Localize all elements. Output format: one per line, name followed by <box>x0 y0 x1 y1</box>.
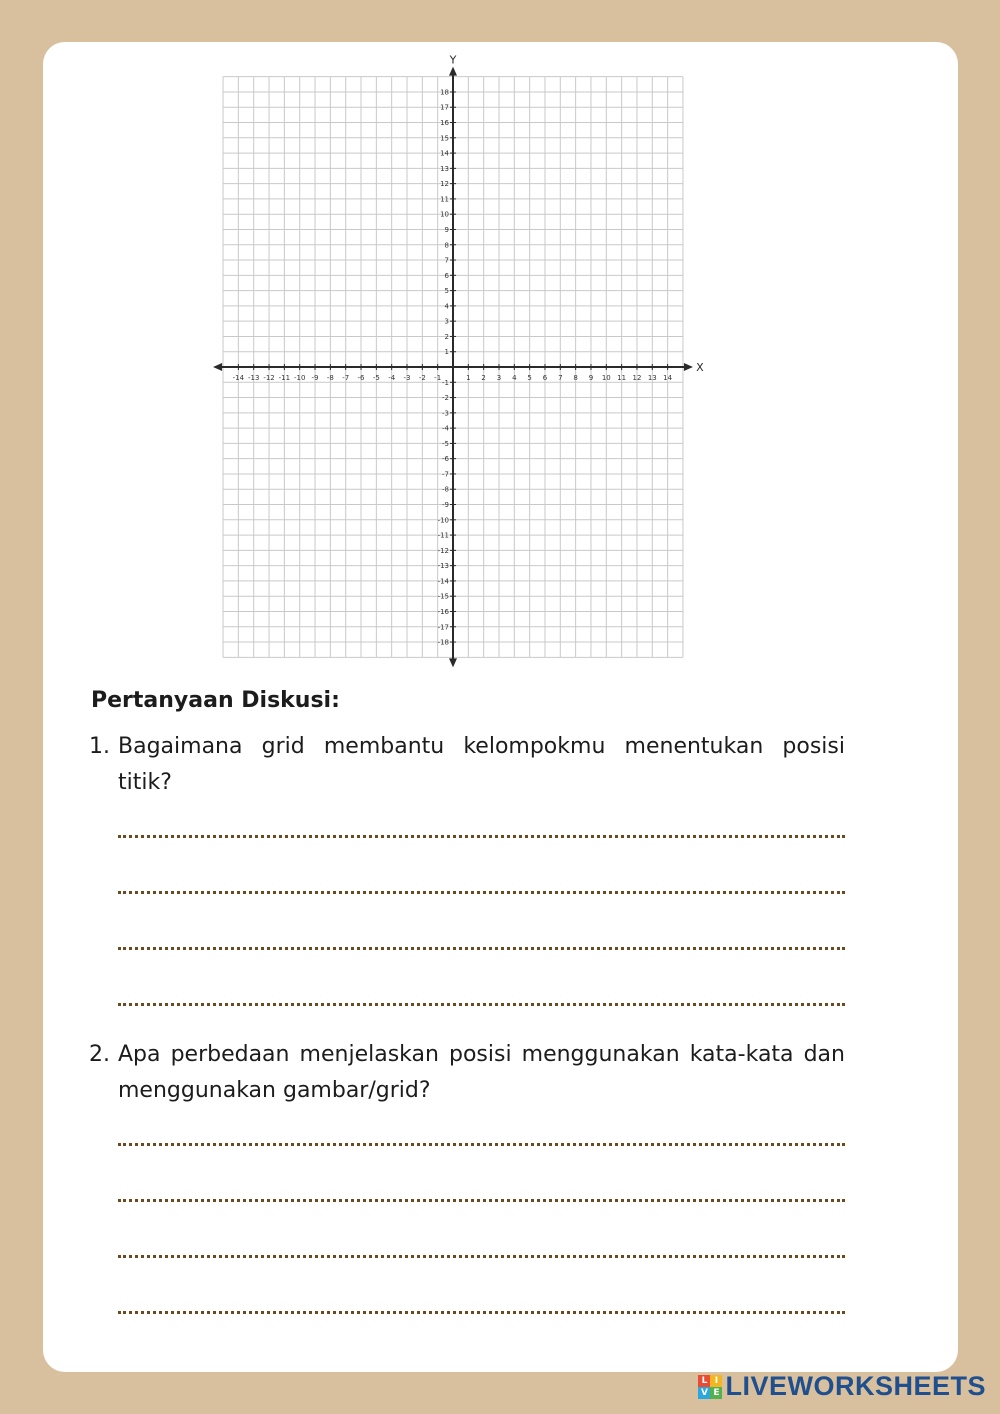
y-tick-label: 12 <box>440 180 449 189</box>
y-tick-label: 8 <box>444 241 449 250</box>
x-tick-label: 8 <box>573 374 578 382</box>
y-tick-label: -6 <box>442 455 449 464</box>
logo-letter: V <box>698 1387 710 1399</box>
y-tick-label: 4 <box>444 302 449 311</box>
x-tick-label: -10 <box>293 374 306 382</box>
x-tick-label: -13 <box>247 374 260 382</box>
y-tick-label: 5 <box>444 287 449 296</box>
question-text: Apa perbedaan menjelaskan posisi menggunakan kata-kata dan menggunakan gambar/grid? <box>118 1042 845 1103</box>
y-tick-label: 6 <box>444 271 449 280</box>
y-tick-label: 2 <box>444 332 449 341</box>
y-tick-label: 16 <box>440 119 449 128</box>
y-tick-label: -11 <box>437 531 449 540</box>
question-number: 1. <box>89 734 110 759</box>
liveworksheets-brand[interactable] <box>698 1371 986 1402</box>
answer-2-line-2[interactable] <box>118 1184 845 1202</box>
answer-1-line-2[interactable] <box>118 876 845 894</box>
y-tick-label: 3 <box>444 317 449 326</box>
x-tick-label: -6 <box>357 374 365 382</box>
question-1 <box>89 729 845 801</box>
y-tick-label: -1 <box>442 378 449 387</box>
x-tick-label: -4 <box>388 374 396 382</box>
y-tick-label: 13 <box>440 164 449 173</box>
y-tick-label: -9 <box>442 501 449 510</box>
question-2 <box>89 1037 845 1109</box>
y-axis-arrow-up-icon <box>449 67 457 76</box>
y-tick-label: 1 <box>444 348 449 357</box>
discussion-heading: Pertanyaan Diskusi: <box>91 688 340 713</box>
y-tick-label: -8 <box>442 485 449 494</box>
answer-1-line-4[interactable] <box>118 988 845 1006</box>
y-tick-label: -18 <box>437 638 449 647</box>
question-number: 2. <box>89 1042 110 1067</box>
x-tick-label: 13 <box>647 374 657 382</box>
x-tick-label: -8 <box>326 374 334 382</box>
y-tick-label: -17 <box>437 623 449 632</box>
x-tick-label: 2 <box>481 374 486 382</box>
y-tick-label: -3 <box>442 409 449 418</box>
question-text: Bagaimana grid membantu kelompokmu menentukan posisi titik? <box>118 734 845 795</box>
y-tick-label: 17 <box>440 103 449 112</box>
x-tick-label: -5 <box>372 374 380 382</box>
y-tick-label: -12 <box>437 546 449 555</box>
x-tick-label: -11 <box>278 374 291 382</box>
x-axis-arrow-left-icon <box>213 363 222 371</box>
logo-letter: I <box>710 1375 722 1387</box>
y-tick-label: -15 <box>437 592 449 601</box>
y-tick-label: -7 <box>442 470 449 479</box>
x-tick-label: 5 <box>527 374 532 382</box>
x-tick-label: -1 <box>434 374 442 382</box>
x-tick-label: 3 <box>496 374 502 382</box>
logo-letter: E <box>710 1387 722 1399</box>
x-axis-arrow-right-icon <box>684 363 693 371</box>
x-tick-label: 7 <box>558 374 563 382</box>
answer-2-line-4[interactable] <box>118 1296 845 1314</box>
brand-name: LIVEWORKSHEETS <box>725 1371 986 1401</box>
y-tick-label: -16 <box>437 607 449 616</box>
x-tick-label: -9 <box>311 374 319 382</box>
y-tick-label: -14 <box>437 577 449 586</box>
y-tick-label: 9 <box>444 225 449 234</box>
x-tick-label: -3 <box>403 374 411 382</box>
y-tick-label: -5 <box>442 439 449 448</box>
y-tick-label: 14 <box>440 149 449 158</box>
answer-2-line-3[interactable] <box>118 1240 845 1258</box>
x-tick-label: 1 <box>466 374 471 382</box>
answer-1-line-1[interactable] <box>118 820 845 838</box>
y-axis-label: Y <box>449 53 457 67</box>
x-tick-label: 12 <box>632 374 642 382</box>
answer-1-line-3[interactable] <box>118 932 845 950</box>
y-tick-label: 15 <box>440 134 449 143</box>
x-tick-label: -7 <box>342 374 350 382</box>
coordinate-grid-chart <box>0 0 1000 690</box>
x-tick-label: -12 <box>263 374 275 382</box>
x-tick-label: 6 <box>542 374 548 382</box>
x-tick-label: 4 <box>512 374 517 382</box>
x-tick-label: 11 <box>617 374 627 382</box>
x-tick-label: -14 <box>232 374 245 382</box>
y-tick-label: 18 <box>440 88 449 97</box>
y-tick-label: -13 <box>437 562 449 571</box>
y-tick-label: -10 <box>437 516 449 525</box>
x-axis-label: X <box>696 361 704 374</box>
x-tick-label: 10 <box>601 374 611 382</box>
logo-letter: L <box>698 1375 710 1387</box>
y-tick-label: 11 <box>440 195 449 204</box>
x-tick-label: 14 <box>663 374 673 382</box>
x-tick-label: 9 <box>588 374 594 382</box>
liveworksheets-logo-icon <box>698 1375 722 1399</box>
y-tick-label: -4 <box>442 424 449 433</box>
x-tick-label: -2 <box>418 374 426 382</box>
y-tick-label: 7 <box>444 256 449 265</box>
y-tick-label: 10 <box>440 210 449 219</box>
y-tick-label: -2 <box>442 394 449 403</box>
y-axis-arrow-down-icon <box>449 658 457 667</box>
answer-2-line-1[interactable] <box>118 1128 845 1146</box>
